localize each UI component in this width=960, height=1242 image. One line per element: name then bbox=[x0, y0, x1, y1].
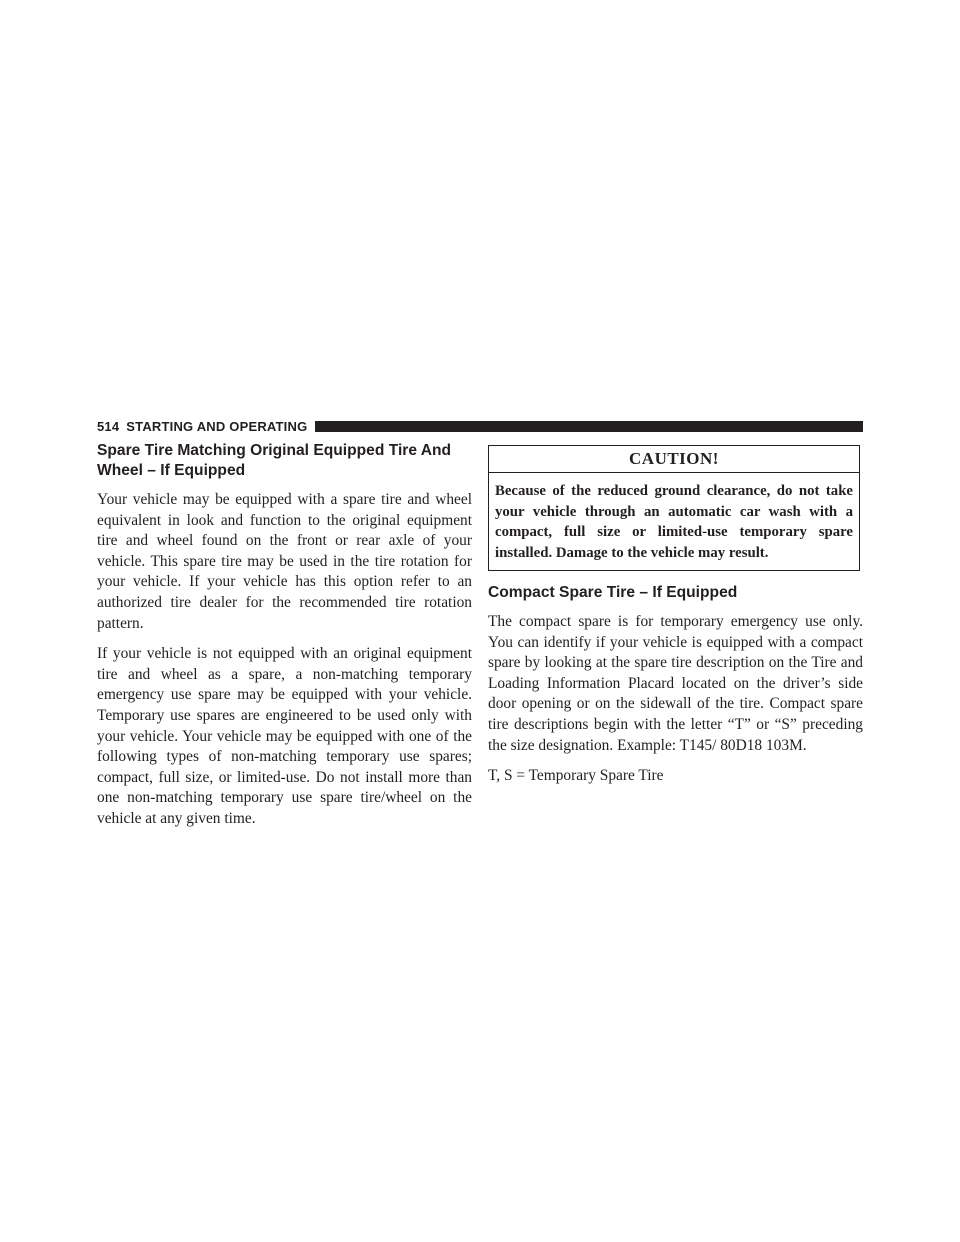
caution-box bbox=[488, 445, 860, 571]
paragraph: T, S = Temporary Spare Tire bbox=[488, 767, 664, 785]
caution-title: CAUTION! bbox=[489, 446, 859, 473]
right-column bbox=[488, 445, 863, 797]
compact-spare-heading: Compact Spare Tire – If Equipped bbox=[488, 584, 738, 601]
section-title: STARTING AND OPERATING bbox=[126, 418, 308, 434]
paragraph: The compact spare is for temporary emergency use only. You can identify if your vehicle is equipped with a compact spare by looking at the spare tire description on the Tire and Loading Information Placard located on the driver’s side door opening or on the sidewall of the tire. Compact spare tire descriptions begin with the letter “T” or “S” preceding the size designation. Example: T145/ 80D18 103M. bbox=[488, 613, 863, 754]
left-column bbox=[97, 441, 472, 840]
page-header bbox=[97, 418, 863, 434]
page-number: 514 bbox=[97, 418, 120, 434]
caution-text: Because of the reduced ground clearance, do not take your vehicle through an automatic car wash with a compact, full size or limited-use temporary spare installed. Damage to the vehicle may result. bbox=[495, 483, 853, 561]
header-rule bbox=[315, 421, 863, 432]
spare-tire-matching-heading: Spare Tire Matching Original Equipped Tire And Wheel – If Equipped bbox=[97, 442, 452, 479]
paragraph: Your vehicle may be equipped with a spare tire and wheel equivalent in look and function to the original equipment tire and wheel found on the front or rear axle of your vehicle. This spare tire may be used in the tire rotation for your vehicle. If your vehicle has this option refer to an authorized tire dealer for the recommended tire rotation pattern. bbox=[97, 491, 472, 632]
paragraph: If your vehicle is not equipped with an original equipment tire and wheel as a spare, a non-matching temporary emergency use spare may be equipped with your vehicle. Temporary use spares are engineered to be used only with your vehicle. Your vehicle may be equipped with one of the following types of non-matching temporary use spares; compact, full size, or limited-use. Do not install more than one non-matching temporary use spare tire/wheel on the vehicle at any given time. bbox=[97, 645, 472, 827]
